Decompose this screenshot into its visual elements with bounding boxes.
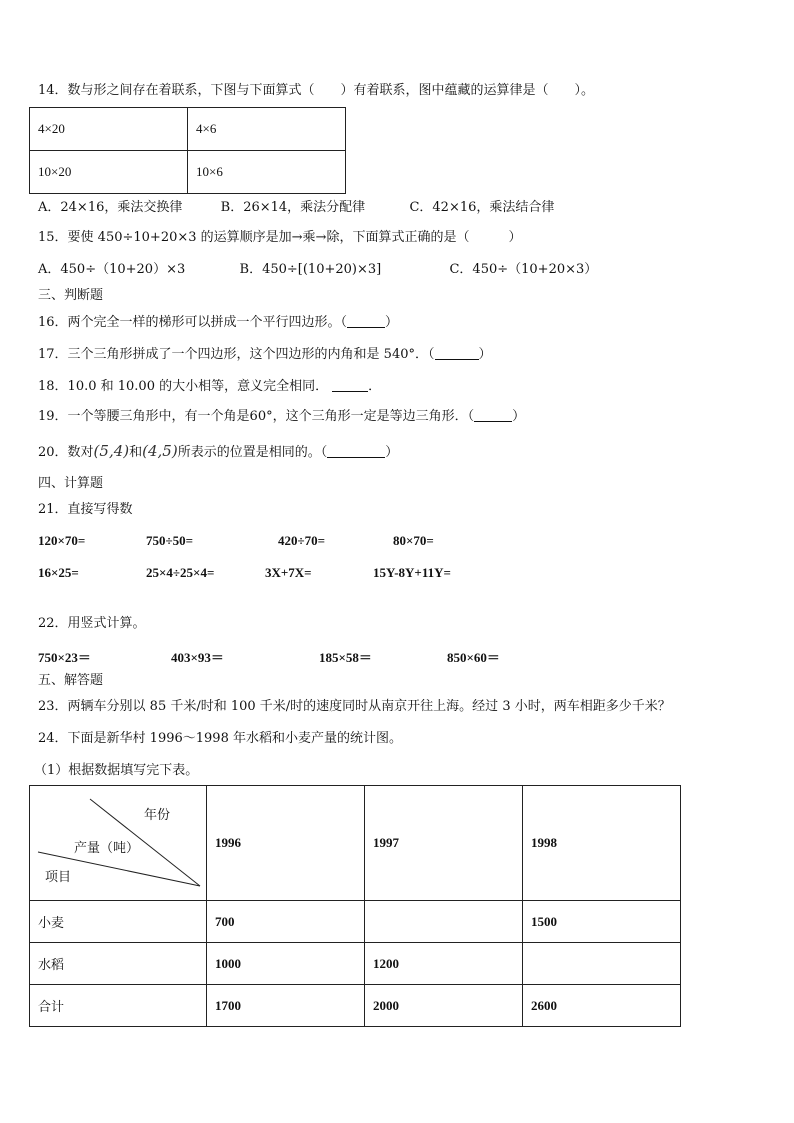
answer-blank[interactable] bbox=[474, 407, 512, 422]
question-23: 23．两辆车分别以 85 千米/时和 100 千米/时的速度同时从南京开往上海。经过 3 小时，两车相距多少千米？ bbox=[38, 699, 671, 714]
question-24-table bbox=[29, 785, 681, 1027]
output-label: 产量（吨） bbox=[74, 841, 140, 856]
table-cell: 4×20 bbox=[30, 108, 188, 151]
section-3-heading: 三、判断题 bbox=[38, 288, 104, 303]
calc-item: 750÷50= bbox=[146, 533, 194, 548]
question-15-options bbox=[38, 261, 597, 279]
diagonal-header-cell bbox=[30, 786, 207, 901]
question-15-text: 15．要使 450÷10+20×3 的运算顺序是加→乘→除，下面算式正确的是（ ） bbox=[38, 230, 522, 245]
calc-item: 420÷70= bbox=[278, 533, 326, 548]
table-cell: 10×20 bbox=[30, 151, 188, 194]
question-24-sub: （1）根据数据填写完下表。 bbox=[34, 763, 199, 778]
year-header: 1997 bbox=[365, 786, 523, 901]
answer-blank[interactable] bbox=[347, 313, 385, 328]
question-22-title: 22．用竖式计算。 bbox=[38, 616, 146, 631]
empty-answer-cell[interactable] bbox=[365, 901, 523, 943]
question-21-title: 21．直接写得数 bbox=[38, 502, 133, 517]
row-label: 合计 bbox=[30, 985, 207, 1027]
calc-item: 15Y-8Y+11Y= bbox=[373, 565, 451, 580]
year-header: 1998 bbox=[523, 786, 681, 901]
calc-item: 120×70= bbox=[38, 533, 86, 548]
year-header: 1996 bbox=[207, 786, 365, 901]
calc-item: 850×60＝ bbox=[447, 650, 500, 665]
row-label: 水稻 bbox=[30, 943, 207, 985]
table-cell: 1500 bbox=[523, 901, 681, 943]
option-c: C．42×16，乘法结合律 bbox=[409, 200, 555, 215]
option-b: B．26×14，乘法分配律 bbox=[220, 200, 366, 215]
calc-item: 16×25= bbox=[38, 565, 79, 580]
table-cell: 10×6 bbox=[188, 151, 346, 194]
option-c: C．450÷（10+20×3） bbox=[449, 262, 598, 277]
calc-item: 750×23＝ bbox=[38, 650, 91, 665]
table-cell: 1700 bbox=[207, 985, 365, 1027]
table-cell: 2600 bbox=[523, 985, 681, 1027]
question-14-text: 14．数与形之间存在着联系，下图与下面算式（ ）有着联系，图中蕴藏的运算律是（ ）。 bbox=[38, 83, 595, 98]
calc-item: 185×58＝ bbox=[319, 650, 372, 665]
section-4-heading: 四、计算题 bbox=[38, 476, 104, 491]
table-cell: 1200 bbox=[365, 943, 523, 985]
calc-item: 3X+7X= bbox=[265, 565, 312, 580]
row-label: 小麦 bbox=[30, 901, 207, 943]
table-cell: 4×6 bbox=[188, 108, 346, 151]
answer-blank[interactable] bbox=[332, 377, 368, 392]
section-5-heading: 五、解答题 bbox=[38, 673, 104, 688]
question-24-title: 24．下面是新华村 1996～1998 年水稻和小麦产量的统计图。 bbox=[38, 731, 402, 746]
option-a: A．24×16，乘法交换律 bbox=[38, 200, 183, 215]
table-cell: 2000 bbox=[365, 985, 523, 1027]
question-16: 16．两个完全一样的梯形可以拼成一个平行四边形。（ ） bbox=[38, 315, 399, 330]
answer-blank[interactable] bbox=[327, 443, 385, 458]
answer-blank[interactable] bbox=[435, 345, 479, 360]
coordinate-pair-2: (4,5) bbox=[142, 442, 178, 460]
question-14-options bbox=[38, 199, 554, 217]
table-cell: 1000 bbox=[207, 943, 365, 985]
question-17: 17．三个三角形拼成了一个四边形，这个四边形的内角和是 540°．（ ） bbox=[38, 347, 492, 362]
calc-item: 25×4÷25×4= bbox=[146, 565, 215, 580]
empty-answer-cell[interactable] bbox=[523, 943, 681, 985]
option-a: A．450÷（10+20）×3 bbox=[38, 262, 186, 277]
year-label: 年份 bbox=[144, 808, 171, 823]
table-cell: 700 bbox=[207, 901, 365, 943]
question-20: 20．数对(5,4)和(4,5)所表示的位置是相同的。（ ） bbox=[38, 442, 399, 460]
question-14-table bbox=[29, 107, 346, 194]
coordinate-pair-1: (5,4) bbox=[93, 442, 130, 460]
option-b: B．450÷[(10+20)×3] bbox=[239, 262, 382, 277]
item-label: 项目 bbox=[45, 870, 72, 885]
calc-item: 80×70= bbox=[393, 533, 434, 548]
question-18: 18．10.0 和 10.00 的大小相等，意义完全相同． ． bbox=[38, 379, 382, 394]
calc-item: 403×93＝ bbox=[171, 650, 224, 665]
question-19: 19．一个等腰三角形中，有一个角是60°，这个三角形一定是等边三角形．（ ） bbox=[38, 409, 526, 424]
